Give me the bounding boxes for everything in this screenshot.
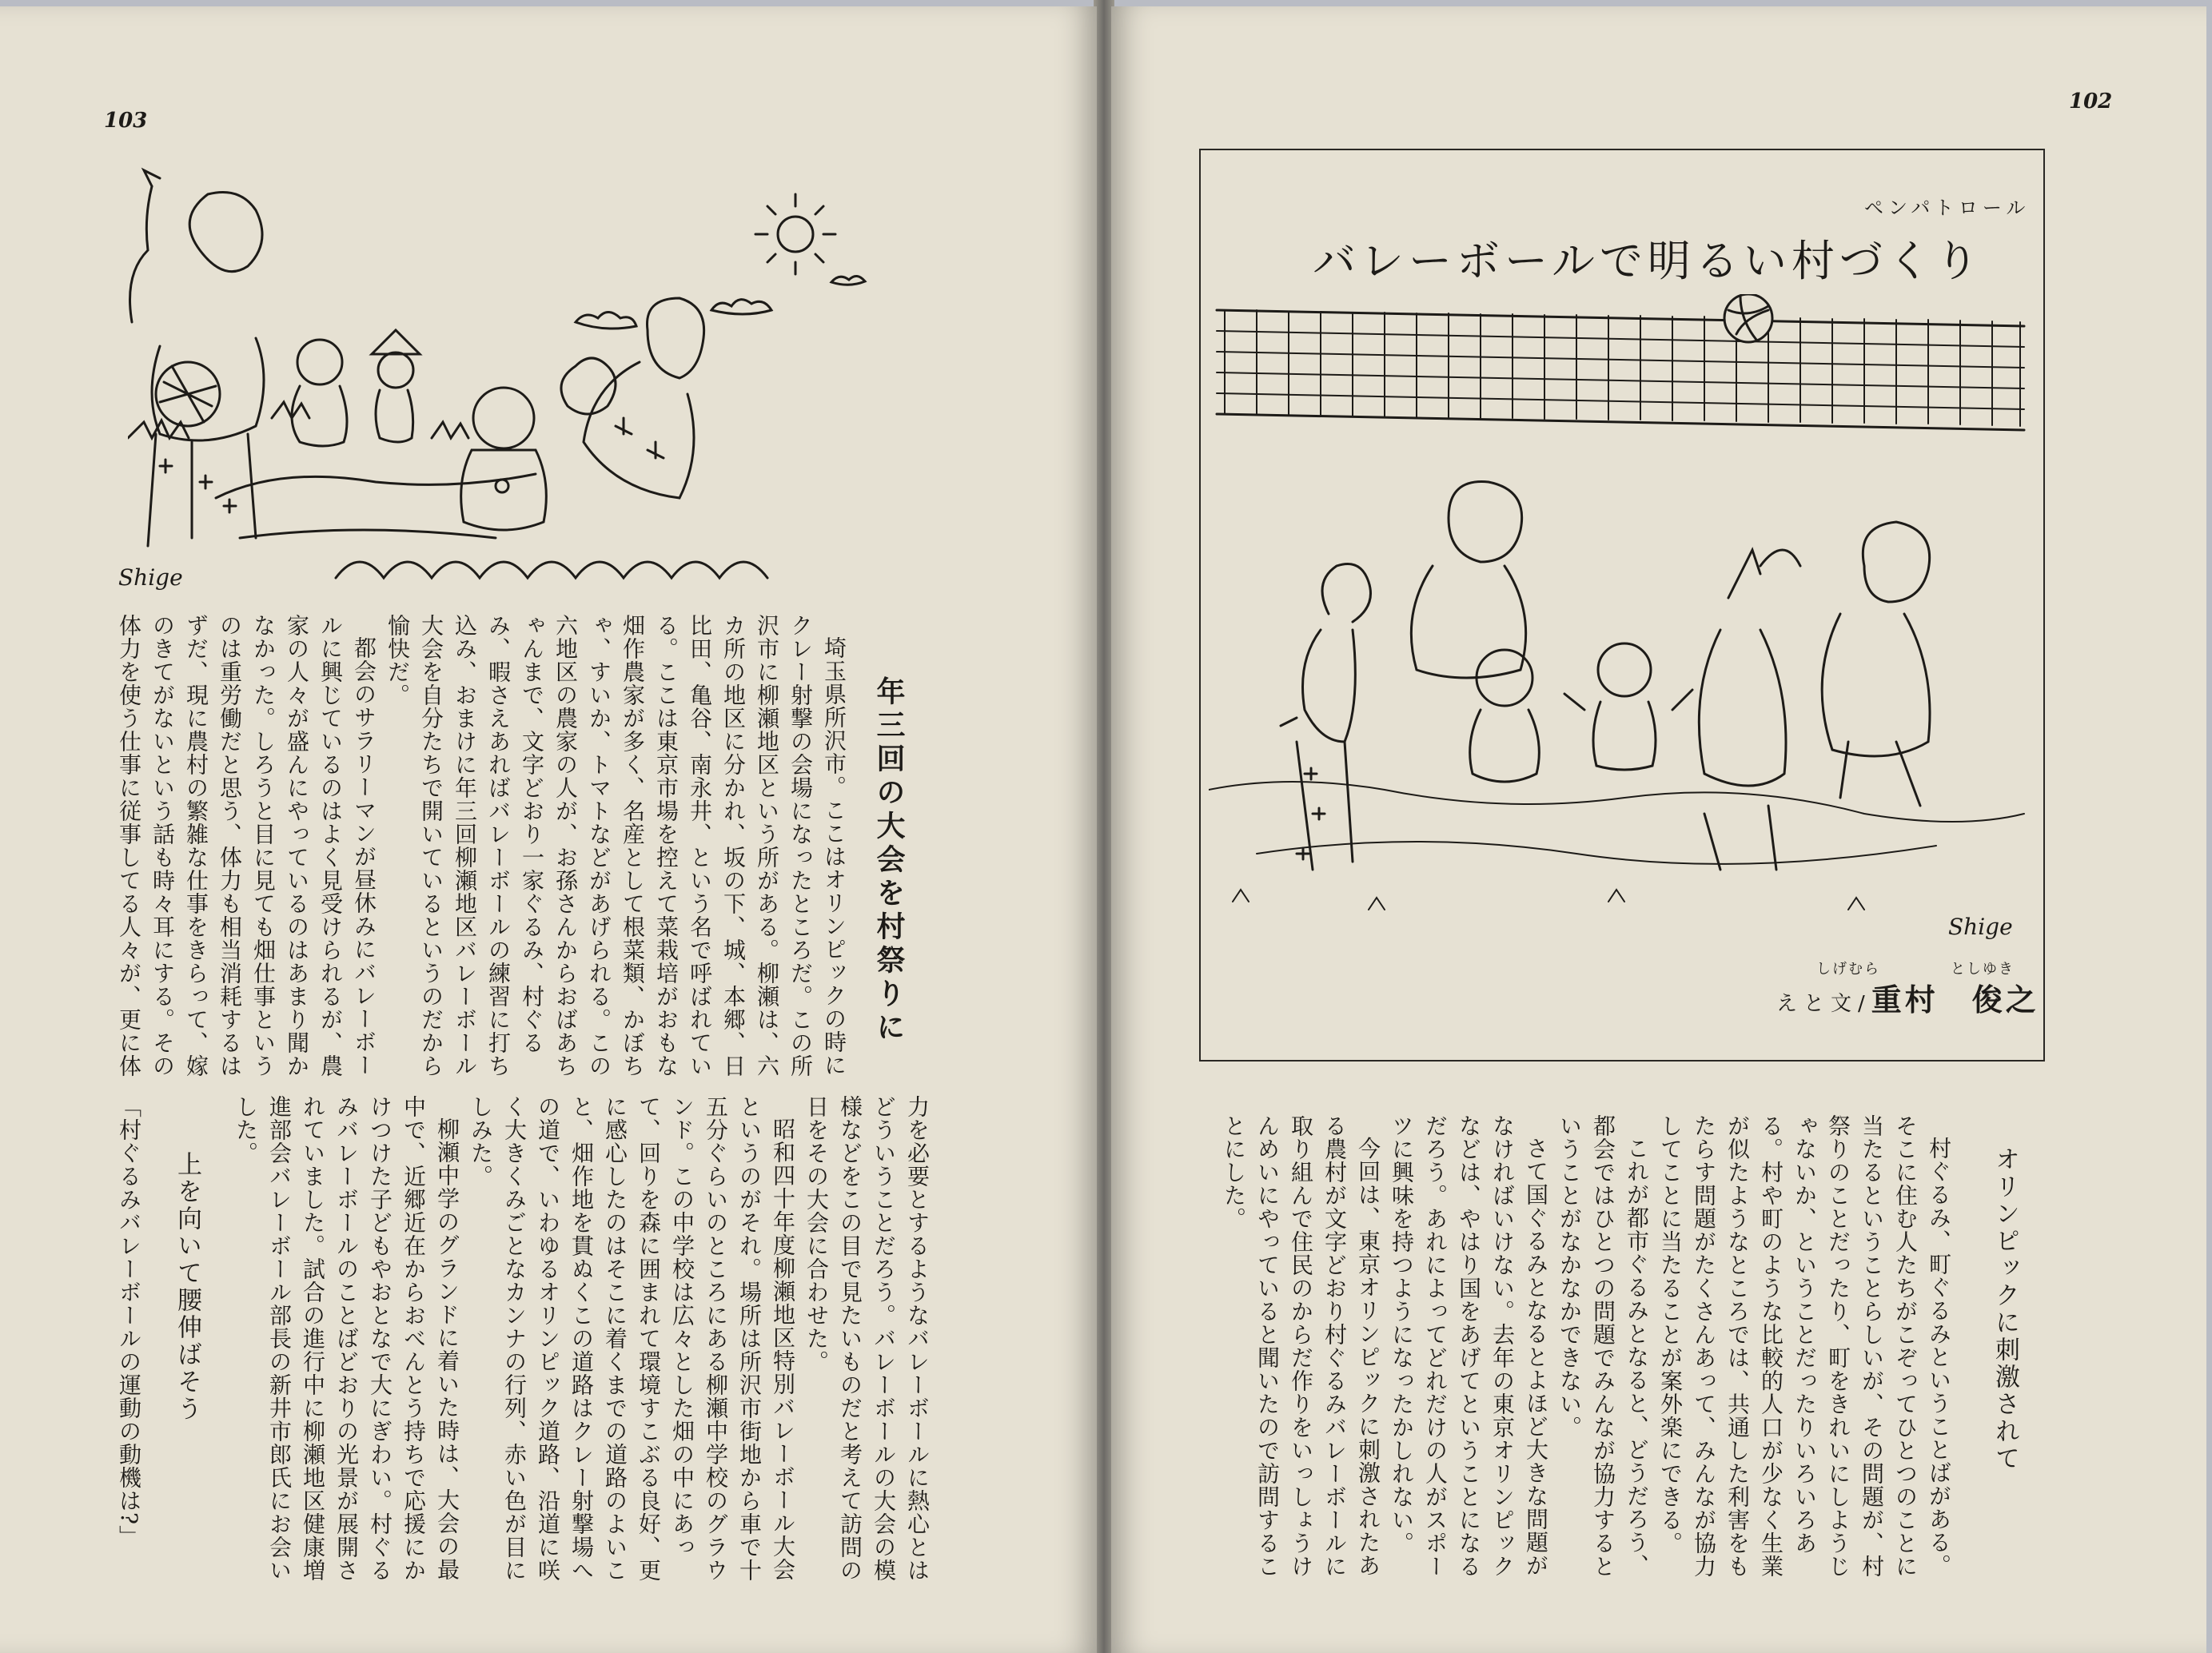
right-page [1111, 6, 2206, 1653]
paragraph: これが都市ぐるみとなると、どうだろう、都会ではひとつの問題でみんなが協力するということがなかなかできない。 [1556, 1114, 1650, 1578]
volleyball-net-illustration [1209, 294, 2032, 934]
child-player-drawing [292, 330, 420, 446]
paragraph: 柳瀬中学のグランドに着いた時は、大会の最中で、近郷近在からおべんとう持ちで応援にかけつけた子どもやおとなで大にぎわい。村ぐるみバレーボールのことばどおりの光景が展開されていました。試合の進行中に柳瀬地区健康増進部会バレーボール部長の新井市郎氏にお会いした。 [233, 1095, 460, 1582]
ruby-surname: しげむら [1816, 961, 1880, 978]
sun-drawing [755, 194, 835, 274]
net-players-drawing [1281, 482, 1930, 870]
paragraph: 昭和四十年度柳瀬地区特別バレーボール大会というのがそれ。場所は所沢市街地から車で十五分ぐらいのところにある柳瀬中学校のグラウンド。この中学校は広々とした畑の中にあって、回りを森に囲まれて環境すこぶる良好、更に感心したのはそこに着くまでの道路のよいこと、畑作地を貫ぬくこの道路はクレー射撃場への道で、いわゆるオリンピック道路、沿道に咲く大きくみごとなカンナの行列、赤い色が目にしみた。 [468, 1095, 796, 1582]
paragraph: 都会のサラリーマンが昼休みにバレーボールに興じているのはよく見受けられるが、農家の人々が盛んにやっているのはあまり聞かなかった。しろうと目に見ても畑仕事というのは重労働だと思う、体力も相当消耗するはずだ、現に農村の繁雑な仕事をきらって、嫁のきてがないという話も時々耳にする。その体力を使う仕事に従事してる人々が、更に体 [116, 614, 377, 1077]
serving-player-drawing [130, 170, 265, 546]
column-kicker: ペンパトロール [1864, 197, 2031, 219]
paragraph: 今回は、東京オリンピックに刺激されたある農村が文字どおり村ぐるみバレーボールに取り組んで住民のからだ作りをいっしょうけんめいにやっていると聞いたので訪問することにした。 [1221, 1114, 1381, 1578]
interview-question: 「村ぐるみバレーボールの運動の動機は?」 [116, 1095, 142, 1549]
signature-right: Shige [1948, 914, 2013, 940]
paragraph: 力を必要とするようなバレーボールに熱心とはどういうことだろう。バレーボールの大会の模様などをこの目で見たいものだと考えて訪問の日をその大会に合わせた。 [803, 1095, 931, 1582]
village-people-illustration [128, 162, 991, 598]
signature-left: Shige [118, 564, 183, 591]
section-heading-2: 上を向いて腰伸ばそう [173, 1151, 201, 1423]
ruby-given-name: としゆき [1951, 961, 2015, 978]
title-illustration-frame [1199, 149, 2045, 1062]
section-heading-right: オリンピックに刺激されて [1991, 1146, 2019, 1472]
byline [1776, 975, 2039, 1019]
article-column-right [1199, 1114, 2042, 1594]
author-name: 重村 俊之 [1871, 982, 2039, 1018]
volleyball-drawing [1724, 294, 1772, 342]
volleyball-net-drawing [1217, 310, 2024, 430]
article-title: バレーボールで明るい村づくり [1313, 236, 1983, 286]
article-column-1 [112, 614, 908, 1093]
byline-prefix: えと文/ [1776, 992, 1871, 1016]
article-column-2 [112, 1095, 934, 1599]
boy-player-drawing [461, 388, 547, 530]
paragraph: さて国ぐるみとなるとよほど大きな問題がなければいけない。去年の東京オリンピックなどは、やはり国をあげてということになるだろう。あれによってどれだけの人がスポーツに興味を持つようになったかしれない。 [1389, 1114, 1549, 1578]
section-heading-1: 年三回の大会を村祭りに [872, 676, 906, 1046]
page-number-right: 102 [2069, 90, 2113, 114]
page-number-left: 103 [104, 109, 148, 133]
paragraph: 村ぐるみ、町ぐるみということばがある。そこに住む人たちがこぞってひとつのことに当たるということらしいが、その問題が、村祭りのことだったり、町をきれいにしようじゃないか、ということだったりいろいろある。村や町のような比較的人口が少なく生業が似たようなところでは、共通した利害をもたらす問題がたくさんあって、みんなが協力してことに当たることが案外楽にできる。 [1657, 1114, 1952, 1578]
grandmother-player-drawing [561, 298, 704, 498]
paragraph: 埼玉県所沢市。ここはオリンピックの時にクレー射撃の会場になったところだ。この所沢市に柳瀬地区という所がある。柳瀬は、六カ所の地区に分かれ、坂の下、城、本郷、日比田、亀谷、南永井、という名で呼ばれている。ここは東京市場を控えて菜栽培がおもな畑作農家が多く、名産として根菜類、かぼちゃ、すいか、トマトなどがあげられる。この六地区の農家の人が、お孫さんからおばあちゃんまで、文字どおり一家ぐるみ、村ぐるみ、暇さえあればバレーボールの練習に打ち込み、おまけに年三回柳瀬地区バレーボール大会を自分たちで開いているというのだから愉快だ。 [385, 614, 847, 1077]
left-page [0, 6, 1097, 1653]
